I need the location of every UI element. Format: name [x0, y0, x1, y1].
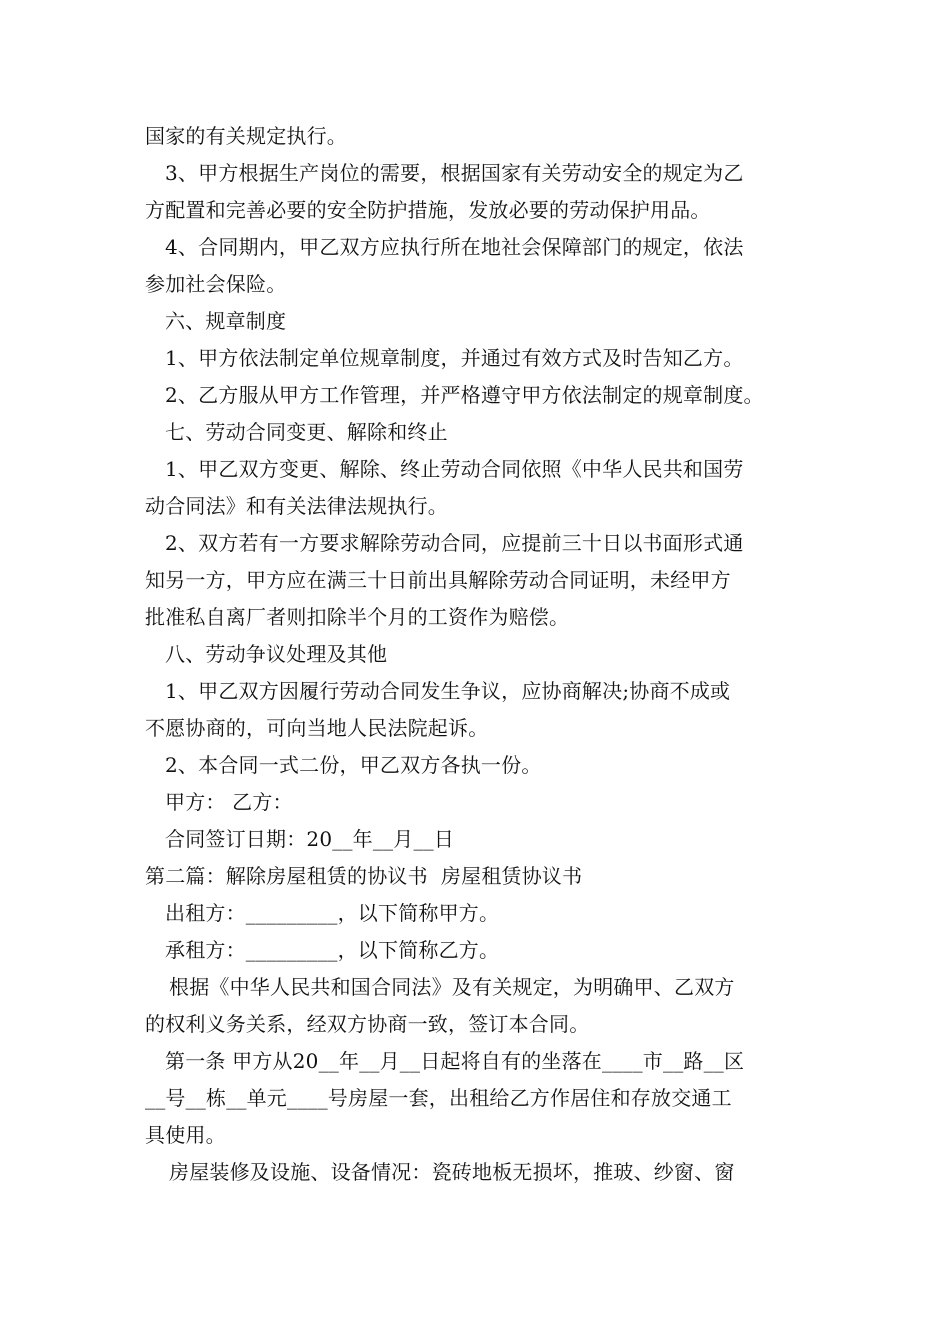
text-line: 1、甲方依法制定单位规章制度，并通过有效方式及时告知乙方。: [165, 346, 744, 370]
document-body: [145, 118, 825, 1191]
text-line: 2、乙方服从甲方工作管理，并严格遵守甲方依法制定的规章制度。: [165, 383, 764, 407]
text-line: 2、双方若有一方要求解除劳动合同，应提前三十日以书面形式通: [165, 531, 744, 555]
text-line: 1、甲乙双方变更、解除、终止劳动合同依照《中华人民共和国劳: [165, 457, 744, 481]
text-line: 参加社会保险。: [145, 272, 287, 296]
text-line: 4、合同期内，甲乙双方应执行所在地社会保障部门的规定，依法: [165, 235, 744, 259]
chapter-heading: 第二篇：解除房屋租赁的协议书 房屋租赁协议书: [145, 864, 583, 888]
text-line: 2、本合同一式二份，甲乙双方各执一份。: [165, 753, 542, 777]
text-line: __号__栋__单元____号房屋一套，出租给乙方作居住和存放交通工: [145, 1086, 732, 1110]
signature-line: 甲方： 乙方：: [165, 790, 293, 814]
text-line: 根据《中华人民共和国合同法》及有关规定，为明确甲、乙双方: [169, 975, 735, 999]
section-heading: 七、劳动合同变更、解除和终止: [165, 420, 448, 444]
section-heading: 六、规章制度: [165, 309, 287, 333]
text-line: 1、甲乙双方因履行劳动合同发生争议，应协商解决;协商不成或: [165, 679, 731, 703]
text-line: 具使用。: [145, 1123, 226, 1147]
signing-date-line: 合同签订日期：20__年__月__日: [165, 827, 455, 851]
text-line: 第一条 甲方从20__年__月__日起将自有的坐落在____市__路__区: [165, 1049, 745, 1073]
text-line: 批准私自离厂者则扣除半个月的工资作为赔偿。: [145, 605, 570, 629]
text-line: 动合同法》和有关法律法规执行。: [145, 494, 448, 518]
section-heading: 八、劳动争议处理及其他: [165, 642, 388, 666]
text-line: 方配置和完善必要的安全防护措施，发放必要的劳动保护用品。: [145, 198, 711, 222]
text-line: 国家的有关规定执行。: [145, 124, 347, 148]
text-line: 知另一方，甲方应在满三十日前出具解除劳动合同证明，未经甲方: [145, 568, 731, 592]
lessor-line: 出租方：_________，以下简称甲方。: [165, 901, 500, 925]
text-line: 的权利义务关系，经双方协商一致，签订本合同。: [145, 1012, 590, 1036]
text-line: 房屋装修及设施、设备情况：瓷砖地板无损坏，推玻、纱窗、窗: [169, 1160, 735, 1184]
text-line: 不愿协商的，可向当地人民法院起诉。: [145, 716, 489, 740]
lessee-line: 承租方：_________，以下简称乙方。: [165, 938, 500, 962]
text-line: 3、甲方根据生产岗位的需要，根据国家有关劳动安全的规定为乙: [165, 161, 744, 185]
